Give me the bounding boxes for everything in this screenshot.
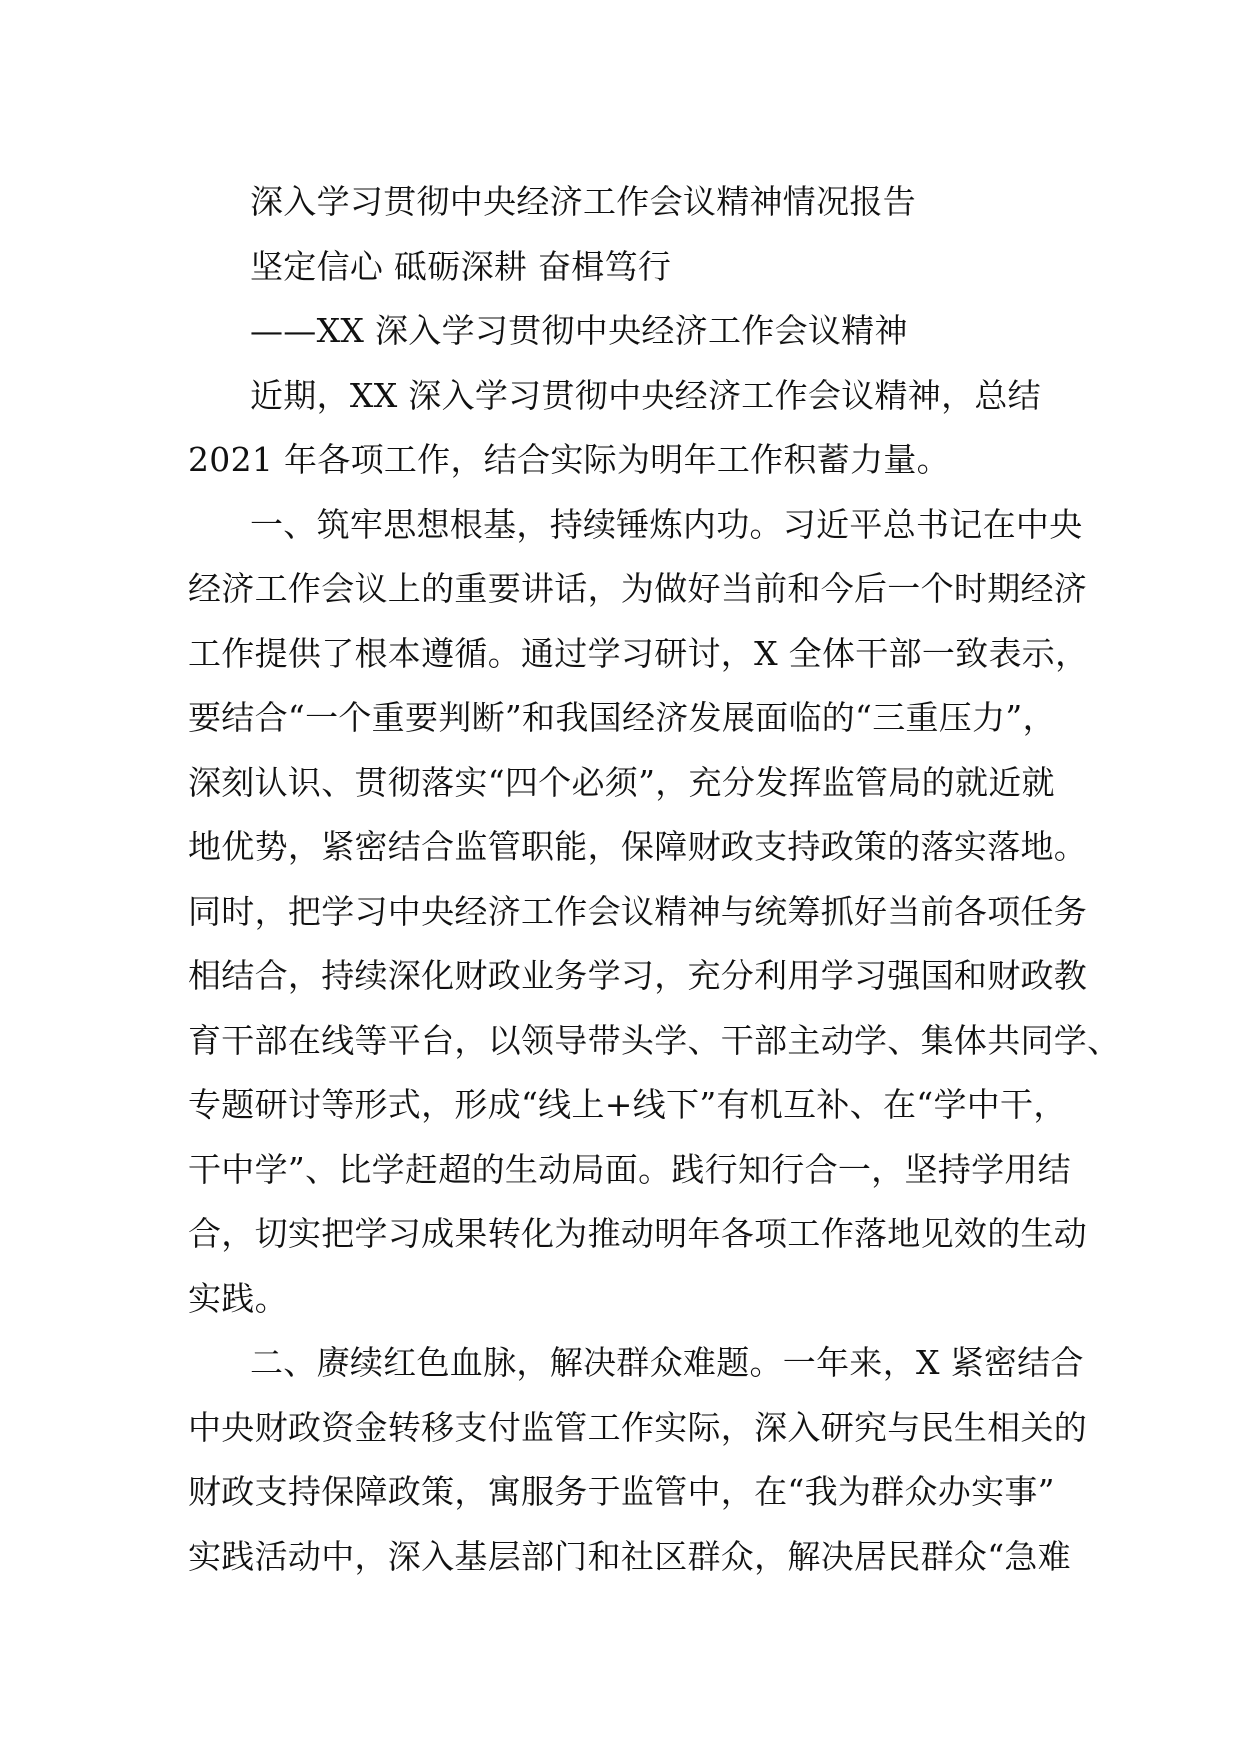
paragraph-line: 近期，XX 深入学习贯彻中央经济工作会议精神，总结 <box>250 375 1041 415</box>
paragraph-line: 地优势，紧密结合监管职能，保障财政支持政策的落实落地。 <box>188 827 1088 866</box>
paragraph-line: 一、筑牢思想根基，持续锤炼内功。习近平总书记在中央 <box>250 504 1083 544</box>
document-title: 深入学习贯彻中央经济工作会议精神情况报告 <box>250 182 916 221</box>
paragraph-line: 工作提供了根本遵循。通过学习研讨，X 全体干部一致表示， <box>188 633 1089 673</box>
paragraph-line: 要结合“一个重要判断”和我国经济发展面临的“三重压力”， <box>188 698 1056 737</box>
paragraph-line: 专题研讨等形式，形成“线上+线下”有机互补、在“学中干， <box>188 1085 1067 1124</box>
paragraph-line: 经济工作会议上的重要讲话，为做好当前和今后一个时期经济 <box>188 569 1088 608</box>
paragraph-line: 实践。 <box>188 1278 288 1318</box>
document-subtitle: 坚定信心 砥砺深耕 奋楫笃行 <box>250 246 672 286</box>
document-page <box>188 170 1121 1589</box>
paragraph-line: 中央财政资金转移支付监管工作实际，深入研究与民生相关的 <box>188 1407 1088 1447</box>
paragraph-line: 干中学”、比学赶超的生动局面。践行知行合一，坚持学用结 <box>188 1149 1071 1189</box>
paragraph-line: 育干部在线等平台，以领导带头学、干部主动学、集体共同学、 <box>188 1020 1121 1060</box>
paragraph-line: 二、赓续红色血脉，解决群众难题。一年来，X 紧密结合 <box>250 1343 1084 1382</box>
paragraph-line: 相结合，持续深化财政业务学习，充分利用学习强国和财政教 <box>188 956 1088 995</box>
paragraph-line: 实践活动中，深入基层部门和社区群众，解决居民群众“急难 <box>188 1536 1071 1576</box>
paragraph-line: 财政支持保障政策，寓服务于监管中，在“我为群众办实事” <box>188 1472 1055 1511</box>
paragraph-line: 2021 年各项工作，结合实际为明年工作积蓄力量。 <box>188 440 950 479</box>
paragraph-line: 合，切实把学习成果转化为推动明年各项工作落地见效的生动 <box>188 1214 1088 1253</box>
paragraph-line: 同时，把学习中央经济工作会议精神与统筹抓好当前各项任务 <box>188 891 1088 931</box>
document-byline: ——XX 深入学习贯彻中央经济工作会议精神 <box>250 311 908 350</box>
paragraph-line: 深刻认识、贯彻落实“四个必须”，充分发挥监管局的就近就 <box>188 762 1055 802</box>
